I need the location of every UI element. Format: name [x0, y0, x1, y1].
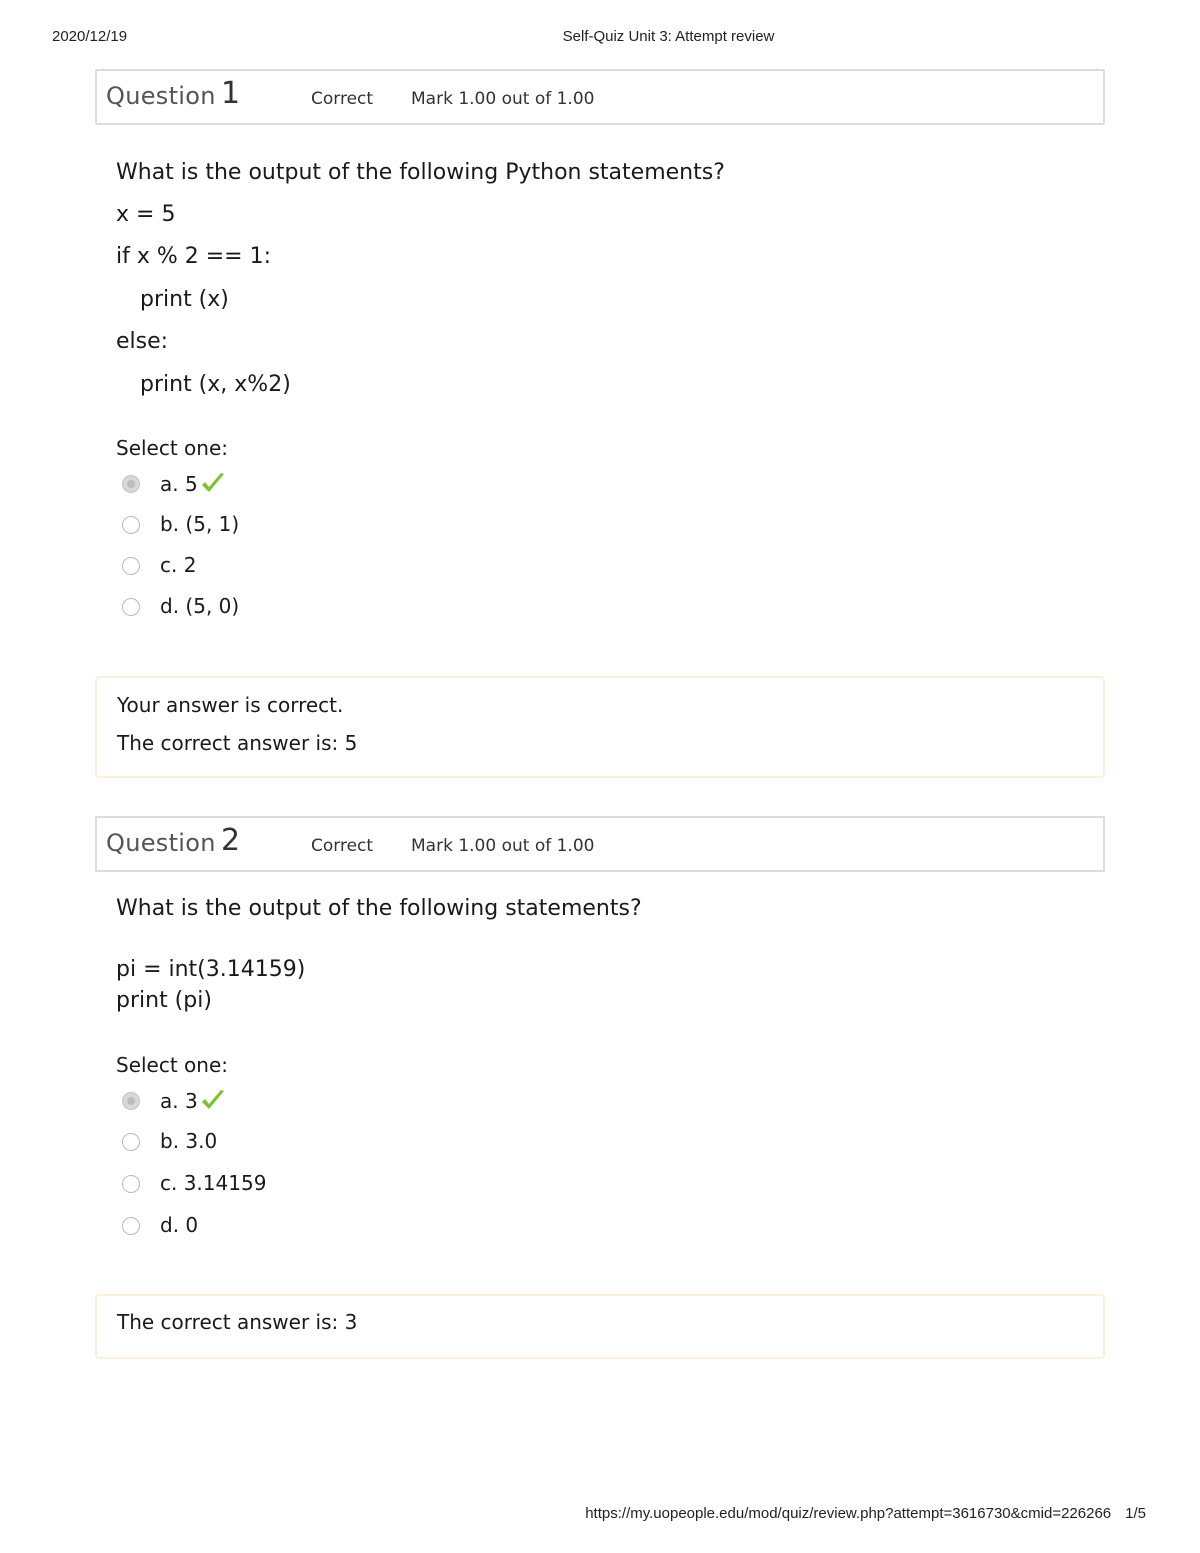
radio-button[interactable]	[122, 598, 140, 616]
code-line: else:	[116, 329, 169, 354]
code-line: print (x)	[140, 287, 229, 312]
question-1-info	[95, 69, 1105, 125]
option-label: a. 3	[160, 1089, 198, 1113]
radio-button[interactable]	[122, 557, 140, 575]
print-header	[0, 28, 1200, 48]
correct-check-icon	[199, 1088, 227, 1114]
radio-button[interactable]	[122, 1133, 140, 1151]
select-one-label: Select one:	[116, 436, 229, 460]
question-label: Question	[106, 829, 216, 857]
page-number: 1/5	[1125, 1505, 1146, 1522]
correct-check-icon	[199, 471, 227, 497]
code-line: print (pi)	[116, 988, 212, 1013]
print-footer	[585, 1505, 1146, 1522]
option-label: b. (5, 1)	[160, 512, 240, 536]
question-number: 2	[221, 823, 241, 858]
radio-button[interactable]	[122, 1217, 140, 1235]
question-state: Correct	[311, 89, 374, 109]
radio-button-selected[interactable]	[122, 1092, 140, 1110]
option-label: c. 3.14159	[160, 1171, 267, 1195]
question-number: 1	[221, 76, 241, 111]
question-2-feedback	[95, 1294, 1105, 1359]
question-state: Correct	[311, 836, 374, 856]
radio-button-selected[interactable]	[122, 475, 140, 493]
radio-button[interactable]	[122, 516, 140, 534]
feedback-text: Your answer is correct.	[117, 693, 344, 717]
option-label: b. 3.0	[160, 1129, 218, 1153]
option-label: c. 2	[160, 553, 197, 577]
option-label: a. 5	[160, 472, 198, 496]
code-line: print (x, x%2)	[140, 372, 291, 397]
question-2-info	[95, 816, 1105, 872]
option-label: d. 0	[160, 1213, 199, 1237]
page-url: https://my.uopeople.edu/mod/quiz/review.php?attempt=3616730&cmid=226266	[585, 1505, 1112, 1522]
question-1-feedback	[95, 676, 1105, 778]
print-date: 2020/12/19	[52, 28, 128, 45]
option-label: d. (5, 0)	[160, 594, 240, 618]
question-2-prompt: What is the output of the following statements?	[116, 896, 642, 921]
correct-answer-text: The correct answer is: 5	[117, 731, 358, 755]
correct-answer-text: The correct answer is: 3	[117, 1310, 358, 1334]
question-1-prompt: What is the output of the following Python statements?	[116, 160, 725, 185]
question-label: Question	[106, 82, 216, 110]
radio-button[interactable]	[122, 1175, 140, 1193]
print-title: Self-Quiz Unit 3: Attempt review	[562, 28, 775, 45]
code-line: x = 5	[116, 202, 176, 227]
select-one-label: Select one:	[116, 1053, 229, 1077]
code-line: pi = int(3.14159)	[116, 957, 306, 982]
question-grade: Mark 1.00 out of 1.00	[411, 836, 595, 856]
question-grade: Mark 1.00 out of 1.00	[411, 89, 595, 109]
code-line: if x % 2 == 1:	[116, 244, 272, 269]
